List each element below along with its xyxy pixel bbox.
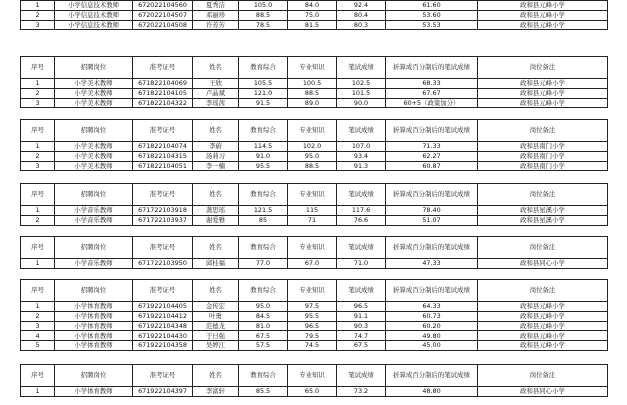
cell-exam-id: 671922104358 xyxy=(133,341,193,351)
cell-written-score: 102.5 xyxy=(337,79,386,89)
cell-post: 小学体育教师 xyxy=(55,387,133,397)
cell-name: 卢晶斌 xyxy=(193,88,239,98)
header-index: 序号 xyxy=(21,57,55,79)
cell-converted-score: 60.87 xyxy=(386,161,478,171)
header-written-score: 笔试成绩 xyxy=(337,184,386,206)
cell-exam-id: 671922104397 xyxy=(133,387,193,397)
header-written-score: 笔试成绩 xyxy=(337,280,386,302)
table-row xyxy=(21,341,608,351)
cell-edu-score: 91.5 xyxy=(239,98,288,108)
cell-name: 叶勇 xyxy=(193,311,239,321)
cell-converted-score: 48.80 xyxy=(386,387,478,397)
header-name: 姓名 xyxy=(193,57,239,79)
cell-exam-id: 671722103937 xyxy=(133,215,193,225)
cell-converted-score: 61.60 xyxy=(386,1,478,11)
cell-prof-score: 75.0 xyxy=(288,10,337,20)
cell-name: 李瑶茜 xyxy=(193,98,239,108)
table-row xyxy=(21,321,608,331)
table-row xyxy=(21,151,608,161)
cell-written-score: 74.7 xyxy=(337,331,386,341)
cell-edu-score: 95.5 xyxy=(239,161,288,171)
table-header-row xyxy=(21,184,608,206)
table-row xyxy=(21,331,608,341)
cell-post: 小学体育教师 xyxy=(55,321,133,331)
cell-edu-score: 121.5 xyxy=(239,206,288,216)
cell-post-note: 政和县星溪小学 xyxy=(478,206,608,216)
cell-edu-score: 77.0 xyxy=(239,259,288,269)
table-row xyxy=(21,88,608,98)
header-index: 序号 xyxy=(21,120,55,142)
table-row xyxy=(21,206,608,216)
cell-prof-score: 67.0 xyxy=(288,259,337,269)
cell-post: 小学美术教师 xyxy=(55,142,133,152)
table-header-row xyxy=(21,365,608,387)
cell-converted-score: 64.33 xyxy=(386,302,478,312)
cell-edu-score: 95.0 xyxy=(239,302,288,312)
cell-post-note: 政和县元峰小学 xyxy=(478,20,608,30)
cell-exam-id: 672022104560 xyxy=(133,1,193,11)
cell-written-score: 91.3 xyxy=(337,161,386,171)
cell-prof-score: 65.0 xyxy=(288,387,337,397)
cell-converted-score: 67.67 xyxy=(386,88,478,98)
cell-exam-id: 671922104430 xyxy=(133,331,193,341)
cell-prof-score: 95.5 xyxy=(288,311,337,321)
cell-converted-score: 53.53 xyxy=(386,20,478,30)
cell-written-score: 90.3 xyxy=(337,321,386,331)
cell-name: 王欣 xyxy=(193,79,239,89)
cell-index: 1 xyxy=(21,259,55,269)
header-name: 姓名 xyxy=(193,237,239,259)
header-edu-score: 教育综合 xyxy=(239,57,288,79)
cell-post: 小学信息技术教师 xyxy=(55,1,133,11)
cell-prof-score: 115 xyxy=(288,206,337,216)
cell-post: 小学美术教师 xyxy=(55,161,133,171)
table-header-row xyxy=(21,237,608,259)
score-table xyxy=(20,236,608,269)
header-name: 姓名 xyxy=(193,120,239,142)
header-index: 序号 xyxy=(21,365,55,387)
cell-written-score: 73.2 xyxy=(337,387,386,397)
header-post-note: 岗位备注 xyxy=(478,365,608,387)
cell-post: 小学信息技术教师 xyxy=(55,20,133,30)
cell-name: 龚思瑶 xyxy=(193,206,239,216)
table-row xyxy=(21,259,608,269)
header-post-note: 岗位备注 xyxy=(478,120,608,142)
header-index: 序号 xyxy=(21,237,55,259)
header-prof-score: 专业知识 xyxy=(288,280,337,302)
cell-prof-score: 88.5 xyxy=(288,88,337,98)
cell-exam-id: 671922104348 xyxy=(133,321,193,331)
cell-post-note: 政和县同心小学 xyxy=(478,259,608,269)
table-header-row xyxy=(21,120,608,142)
cell-edu-score: 114.5 xyxy=(239,142,288,152)
cell-post-note: 政和县元峰小学 xyxy=(478,88,608,98)
cell-post-note: 政和县元峰小学 xyxy=(478,321,608,331)
cell-converted-score: 78.40 xyxy=(386,206,478,216)
header-edu-score: 教育综合 xyxy=(239,365,288,387)
cell-written-score: 96.5 xyxy=(337,302,386,312)
cell-name: 夏秀洁 xyxy=(193,1,239,11)
table-row xyxy=(21,10,608,20)
header-post: 招聘岗位 xyxy=(55,120,133,142)
header-converted-score: 折算成百分制后的笔试成绩 xyxy=(386,57,478,79)
cell-post: 小学音乐教师 xyxy=(55,215,133,225)
cell-index: 3 xyxy=(21,321,55,331)
cell-post-note: 政和县南门小学 xyxy=(478,161,608,171)
cell-index: 1 xyxy=(21,387,55,397)
table-row xyxy=(21,161,608,171)
cell-index: 1 xyxy=(21,206,55,216)
cell-index: 2 xyxy=(21,215,55,225)
header-prof-score: 专业知识 xyxy=(288,120,337,142)
cell-exam-id: 671822104315 xyxy=(133,151,193,161)
cell-written-score: 80.3 xyxy=(337,20,386,30)
cell-post: 小学体育教师 xyxy=(55,311,133,321)
cell-prof-score: 84.0 xyxy=(288,1,337,11)
header-post: 招聘岗位 xyxy=(55,237,133,259)
header-edu-score: 教育综合 xyxy=(239,120,288,142)
cell-post: 小学美术教师 xyxy=(55,151,133,161)
cell-post-note: 政和县元峰小学 xyxy=(478,341,608,351)
score-table xyxy=(20,279,608,351)
cell-name: 金传宏 xyxy=(193,302,239,312)
header-index: 序号 xyxy=(21,184,55,206)
cell-written-score: 67.5 xyxy=(337,341,386,351)
cell-post-note: 政和县元峰小学 xyxy=(478,79,608,89)
table-row xyxy=(21,142,608,152)
cell-exam-id: 671822104069 xyxy=(133,79,193,89)
header-name: 姓名 xyxy=(193,365,239,387)
table-row xyxy=(21,215,608,225)
cell-edu-score: 85 xyxy=(239,215,288,225)
cell-written-score: 93.4 xyxy=(337,151,386,161)
score-table xyxy=(20,0,608,30)
cell-post-note: 政和县星溪小学 xyxy=(478,215,608,225)
cell-post-note: 政和县元峰小学 xyxy=(478,302,608,312)
cell-exam-id: 671822104105 xyxy=(133,88,193,98)
cell-edu-score: 84.5 xyxy=(239,311,288,321)
header-post-note: 岗位备注 xyxy=(478,237,608,259)
cell-edu-score: 121.0 xyxy=(239,88,288,98)
cell-name: 李富轩 xyxy=(193,387,239,397)
header-exam-id: 准考证号 xyxy=(133,365,193,387)
header-post: 招聘岗位 xyxy=(55,280,133,302)
cell-index: 1 xyxy=(21,79,55,89)
cell-converted-score: 62.27 xyxy=(386,151,478,161)
cell-written-score: 80.4 xyxy=(337,10,386,20)
table-row xyxy=(21,311,608,321)
cell-index: 2 xyxy=(21,88,55,98)
cell-exam-id: 672022104507 xyxy=(133,10,193,20)
cell-index: 1 xyxy=(21,142,55,152)
cell-converted-score: 53.60 xyxy=(386,10,478,20)
cell-prof-score: 79.5 xyxy=(288,331,337,341)
cell-index: 4 xyxy=(21,331,55,341)
header-post-note: 岗位备注 xyxy=(478,184,608,206)
cell-edu-score: 91.0 xyxy=(239,151,288,161)
cell-converted-score: 60+5（政策加分） xyxy=(386,98,478,108)
header-post: 招聘岗位 xyxy=(55,365,133,387)
table-row xyxy=(21,20,608,30)
cell-edu-score: 88.5 xyxy=(239,10,288,20)
header-index: 序号 xyxy=(21,280,55,302)
header-exam-id: 准考证号 xyxy=(133,57,193,79)
cell-index: 2 xyxy=(21,10,55,20)
cell-post-note: 政和县同心小学 xyxy=(478,387,608,397)
cell-index: 2 xyxy=(21,311,55,321)
cell-prof-score: 96.5 xyxy=(288,321,337,331)
cell-converted-score: 49.80 xyxy=(386,331,478,341)
cell-prof-score: 97.5 xyxy=(288,302,337,312)
header-name: 姓名 xyxy=(193,280,239,302)
cell-index: 3 xyxy=(21,20,55,30)
table-row xyxy=(21,79,608,89)
cell-edu-score: 57.5 xyxy=(239,341,288,351)
cell-edu-score: 78.5 xyxy=(239,20,288,30)
cell-exam-id: 671722103918 xyxy=(133,206,193,216)
cell-converted-score: 68.33 xyxy=(386,79,478,89)
cell-name: 谢爱雅 xyxy=(193,215,239,225)
header-converted-score: 折算成百分制后的笔试成绩 xyxy=(386,184,478,206)
cell-post: 小学音乐教师 xyxy=(55,206,133,216)
header-written-score: 笔试成绩 xyxy=(337,365,386,387)
cell-prof-score: 88.5 xyxy=(288,161,337,171)
cell-name: 邱桂福 xyxy=(193,259,239,269)
cell-prof-score: 89.0 xyxy=(288,98,337,108)
cell-written-score: 101.5 xyxy=(337,88,386,98)
cell-name: 李一楠 xyxy=(193,161,239,171)
header-written-score: 笔试成绩 xyxy=(337,57,386,79)
header-post-note: 岗位备注 xyxy=(478,280,608,302)
header-prof-score: 专业知识 xyxy=(288,184,337,206)
cell-post-note: 政和县南门小学 xyxy=(478,142,608,152)
cell-post: 小学美术教师 xyxy=(55,98,133,108)
table-row xyxy=(21,1,608,11)
cell-name: 范德龙 xyxy=(193,321,239,331)
cell-post-note: 政和县元峰小学 xyxy=(478,1,608,11)
cell-post-note: 政和县南门小学 xyxy=(478,151,608,161)
header-post-note: 岗位备注 xyxy=(478,57,608,79)
header-converted-score: 折算成百分制后的笔试成绩 xyxy=(386,237,478,259)
cell-index: 3 xyxy=(21,98,55,108)
table-row xyxy=(21,302,608,312)
header-converted-score: 折算成百分制后的笔试成绩 xyxy=(386,280,478,302)
header-prof-score: 专业知识 xyxy=(288,365,337,387)
header-post: 招聘岗位 xyxy=(55,57,133,79)
score-table xyxy=(20,364,608,397)
cell-prof-score: 81.5 xyxy=(288,20,337,30)
cell-post: 小学音乐教师 xyxy=(55,259,133,269)
cell-post: 小学美术教师 xyxy=(55,88,133,98)
cell-converted-score: 51.07 xyxy=(386,215,478,225)
header-prof-score: 专业知识 xyxy=(288,57,337,79)
cell-index: 2 xyxy=(21,151,55,161)
header-exam-id: 准考证号 xyxy=(133,120,193,142)
cell-exam-id: 672022104508 xyxy=(133,20,193,30)
cell-exam-id: 671822104074 xyxy=(133,142,193,152)
header-converted-score: 折算成百分制后的笔试成绩 xyxy=(386,120,478,142)
cell-written-score: 76.6 xyxy=(337,215,386,225)
cell-post: 小学美术教师 xyxy=(55,79,133,89)
cell-index: 1 xyxy=(21,1,55,11)
cell-name: 于日强 xyxy=(193,331,239,341)
cell-written-score: 90.0 xyxy=(337,98,386,108)
cell-post: 小学体育教师 xyxy=(55,341,133,351)
cell-prof-score: 71 xyxy=(288,215,337,225)
cell-post: 小学体育教师 xyxy=(55,331,133,341)
cell-name: 许芳芳 xyxy=(193,20,239,30)
score-table xyxy=(20,119,608,171)
table-row xyxy=(21,98,608,108)
header-post: 招聘岗位 xyxy=(55,184,133,206)
cell-exam-id: 671822104051 xyxy=(133,161,193,171)
header-edu-score: 教育综合 xyxy=(239,280,288,302)
cell-index: 3 xyxy=(21,161,55,171)
header-exam-id: 准考证号 xyxy=(133,280,193,302)
header-written-score: 笔试成绩 xyxy=(337,120,386,142)
cell-written-score: 117.6 xyxy=(337,206,386,216)
cell-index: 1 xyxy=(21,302,55,312)
header-exam-id: 准考证号 xyxy=(133,184,193,206)
cell-prof-score: 102.0 xyxy=(288,142,337,152)
cell-converted-score: 71.33 xyxy=(386,142,478,152)
cell-edu-score: 85.5 xyxy=(239,387,288,397)
header-written-score: 笔试成绩 xyxy=(337,237,386,259)
cell-exam-id: 671822104322 xyxy=(133,98,193,108)
cell-exam-id: 671922104412 xyxy=(133,311,193,321)
cell-edu-score: 67.5 xyxy=(239,331,288,341)
cell-edu-score: 105.0 xyxy=(239,1,288,11)
cell-exam-id: 671722103950 xyxy=(133,259,193,269)
cell-post-note: 政和县元峰小学 xyxy=(478,311,608,321)
cell-converted-score: 47.33 xyxy=(386,259,478,269)
cell-post-note: 政和县元峰小学 xyxy=(478,10,608,20)
cell-post-note: 政和县元峰小学 xyxy=(478,331,608,341)
score-table xyxy=(20,56,608,108)
table-header-row xyxy=(21,280,608,302)
header-edu-score: 教育综合 xyxy=(239,184,288,206)
cell-name: 汤莉习 xyxy=(193,151,239,161)
cell-converted-score: 60.73 xyxy=(386,311,478,321)
table-row xyxy=(21,387,608,397)
cell-name: 李蔚 xyxy=(193,142,239,152)
cell-converted-score: 60.20 xyxy=(386,321,478,331)
header-edu-score: 教育综合 xyxy=(239,237,288,259)
cell-written-score: 92.4 xyxy=(337,1,386,11)
cell-written-score: 107.0 xyxy=(337,142,386,152)
cell-prof-score: 74.5 xyxy=(288,341,337,351)
header-name: 姓名 xyxy=(193,184,239,206)
cell-converted-score: 45.00 xyxy=(386,341,478,351)
score-table xyxy=(20,183,608,226)
cell-written-score: 71.0 xyxy=(337,259,386,269)
cell-written-score: 91.1 xyxy=(337,311,386,321)
table-header-row xyxy=(21,57,608,79)
cell-post: 小学体育教师 xyxy=(55,302,133,312)
cell-name: 邓丽珍 xyxy=(193,10,239,20)
cell-post: 小学信息技术教师 xyxy=(55,10,133,20)
header-prof-score: 专业知识 xyxy=(288,237,337,259)
cell-prof-score: 100.5 xyxy=(288,79,337,89)
cell-edu-score: 81.0 xyxy=(239,321,288,331)
cell-exam-id: 671922104405 xyxy=(133,302,193,312)
cell-post-note: 政和县元峰小学 xyxy=(478,98,608,108)
cell-name: 吴婷江 xyxy=(193,341,239,351)
cell-index: 5 xyxy=(21,341,55,351)
header-converted-score: 折算成百分制后的笔试成绩 xyxy=(386,365,478,387)
cell-prof-score: 95.0 xyxy=(288,151,337,161)
header-exam-id: 准考证号 xyxy=(133,237,193,259)
cell-edu-score: 105.5 xyxy=(239,79,288,89)
